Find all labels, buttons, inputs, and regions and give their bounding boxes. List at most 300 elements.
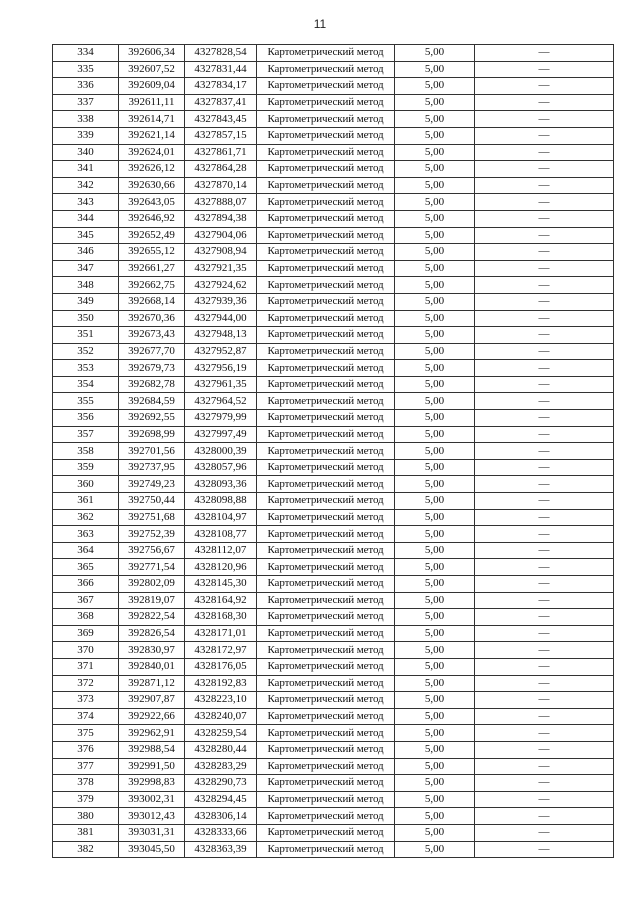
accuracy-cell: 5,00 — [395, 708, 475, 725]
point-number-cell: 359 — [53, 459, 119, 476]
x-coordinate-cell: 392752,39 — [119, 526, 185, 543]
point-number-cell: 366 — [53, 576, 119, 593]
accuracy-cell: 5,00 — [395, 741, 475, 758]
accuracy-cell: 5,00 — [395, 758, 475, 775]
accuracy-cell: 5,00 — [395, 642, 475, 659]
x-coordinate-cell: 392991,50 — [119, 758, 185, 775]
note-cell: — — [475, 376, 614, 393]
note-cell: — — [475, 426, 614, 443]
x-coordinate-cell: 392737,95 — [119, 459, 185, 476]
method-cell: Картометрический метод — [257, 144, 395, 161]
point-number-cell: 353 — [53, 360, 119, 377]
accuracy-cell: 5,00 — [395, 526, 475, 543]
accuracy-cell: 5,00 — [395, 277, 475, 294]
y-coordinate-cell: 4327956,19 — [185, 360, 257, 377]
note-cell: — — [475, 841, 614, 858]
table-row — [53, 293, 614, 310]
accuracy-cell: 5,00 — [395, 127, 475, 144]
x-coordinate-cell: 392630,66 — [119, 177, 185, 194]
point-number-cell: 347 — [53, 260, 119, 277]
method-cell: Картометрический метод — [257, 277, 395, 294]
y-coordinate-cell: 4327997,49 — [185, 426, 257, 443]
note-cell: — — [475, 360, 614, 377]
y-coordinate-cell: 4327964,52 — [185, 393, 257, 410]
y-coordinate-cell: 4328306,14 — [185, 808, 257, 825]
accuracy-cell: 5,00 — [395, 675, 475, 692]
method-cell: Картометрический метод — [257, 293, 395, 310]
accuracy-cell: 5,00 — [395, 692, 475, 709]
point-number-cell: 361 — [53, 493, 119, 510]
note-cell: — — [475, 277, 614, 294]
x-coordinate-cell: 392871,12 — [119, 675, 185, 692]
accuracy-cell: 5,00 — [395, 45, 475, 62]
x-coordinate-cell: 392626,12 — [119, 161, 185, 178]
method-cell: Картометрический метод — [257, 526, 395, 543]
point-number-cell: 357 — [53, 426, 119, 443]
point-number-cell: 381 — [53, 824, 119, 841]
note-cell: — — [475, 791, 614, 808]
x-coordinate-cell: 392655,12 — [119, 244, 185, 261]
note-cell: — — [475, 177, 614, 194]
y-coordinate-cell: 4328240,07 — [185, 708, 257, 725]
table-row — [53, 260, 614, 277]
method-cell: Картометрический метод — [257, 509, 395, 526]
method-cell: Картометрический метод — [257, 443, 395, 460]
table-body — [53, 45, 614, 858]
table-row — [53, 791, 614, 808]
x-coordinate-cell: 392749,23 — [119, 476, 185, 493]
accuracy-cell: 5,00 — [395, 459, 475, 476]
table-row — [53, 111, 614, 128]
point-number-cell: 360 — [53, 476, 119, 493]
point-number-cell: 378 — [53, 775, 119, 792]
note-cell: — — [475, 576, 614, 593]
point-number-cell: 367 — [53, 592, 119, 609]
y-coordinate-cell: 4328093,36 — [185, 476, 257, 493]
x-coordinate-cell: 392998,83 — [119, 775, 185, 792]
accuracy-cell: 5,00 — [395, 808, 475, 825]
note-cell: — — [475, 327, 614, 344]
method-cell: Картометрический метод — [257, 841, 395, 858]
table-row — [53, 808, 614, 825]
table-row — [53, 393, 614, 410]
note-cell: — — [475, 609, 614, 626]
method-cell: Картометрический метод — [257, 393, 395, 410]
table-row — [53, 493, 614, 510]
y-coordinate-cell: 4327894,38 — [185, 210, 257, 227]
coordinates-table — [52, 44, 614, 858]
point-number-cell: 371 — [53, 658, 119, 675]
method-cell: Картометрический метод — [257, 227, 395, 244]
y-coordinate-cell: 4327843,45 — [185, 111, 257, 128]
method-cell: Картометрический метод — [257, 177, 395, 194]
y-coordinate-cell: 4328290,73 — [185, 775, 257, 792]
accuracy-cell: 5,00 — [395, 61, 475, 78]
note-cell: — — [475, 459, 614, 476]
x-coordinate-cell: 392624,01 — [119, 144, 185, 161]
table-row — [53, 327, 614, 344]
x-coordinate-cell: 392684,59 — [119, 393, 185, 410]
y-coordinate-cell: 4327961,35 — [185, 376, 257, 393]
x-coordinate-cell: 392614,71 — [119, 111, 185, 128]
y-coordinate-cell: 4327888,07 — [185, 194, 257, 211]
method-cell: Картометрический метод — [257, 609, 395, 626]
accuracy-cell: 5,00 — [395, 210, 475, 227]
point-number-cell: 374 — [53, 708, 119, 725]
point-number-cell: 349 — [53, 293, 119, 310]
accuracy-cell: 5,00 — [395, 78, 475, 95]
x-coordinate-cell: 392840,01 — [119, 658, 185, 675]
y-coordinate-cell: 4328171,01 — [185, 625, 257, 642]
point-number-cell: 370 — [53, 642, 119, 659]
table-row — [53, 410, 614, 427]
table-row — [53, 642, 614, 659]
y-coordinate-cell: 4328333,66 — [185, 824, 257, 841]
y-coordinate-cell: 4327861,71 — [185, 144, 257, 161]
method-cell: Картометрический метод — [257, 576, 395, 593]
note-cell: — — [475, 410, 614, 427]
table-row — [53, 426, 614, 443]
y-coordinate-cell: 4328223,10 — [185, 692, 257, 709]
method-cell: Картометрический метод — [257, 45, 395, 62]
method-cell: Картометрический метод — [257, 376, 395, 393]
method-cell: Картометрический метод — [257, 244, 395, 261]
method-cell: Картометрический метод — [257, 559, 395, 576]
y-coordinate-cell: 4327828,54 — [185, 45, 257, 62]
note-cell: — — [475, 127, 614, 144]
y-coordinate-cell: 4328280,44 — [185, 741, 257, 758]
note-cell: — — [475, 393, 614, 410]
accuracy-cell: 5,00 — [395, 841, 475, 858]
page-number: 11 — [313, 17, 327, 31]
x-coordinate-cell: 392611,11 — [119, 94, 185, 111]
method-cell: Картометрический метод — [257, 194, 395, 211]
table-row — [53, 542, 614, 559]
accuracy-cell: 5,00 — [395, 476, 475, 493]
table-row — [53, 725, 614, 742]
point-number-cell: 341 — [53, 161, 119, 178]
table-row — [53, 376, 614, 393]
point-number-cell: 368 — [53, 609, 119, 626]
note-cell: — — [475, 45, 614, 62]
method-cell: Картометрический метод — [257, 824, 395, 841]
method-cell: Картометрический метод — [257, 658, 395, 675]
x-coordinate-cell: 392922,66 — [119, 708, 185, 725]
x-coordinate-cell: 392988,54 — [119, 741, 185, 758]
x-coordinate-cell: 392682,78 — [119, 376, 185, 393]
table-row — [53, 592, 614, 609]
method-cell: Картометрический метод — [257, 808, 395, 825]
y-coordinate-cell: 4327834,17 — [185, 78, 257, 95]
x-coordinate-cell: 392819,07 — [119, 592, 185, 609]
point-number-cell: 373 — [53, 692, 119, 709]
x-coordinate-cell: 392609,04 — [119, 78, 185, 95]
method-cell: Картометрический метод — [257, 791, 395, 808]
note-cell: — — [475, 443, 614, 460]
table-row — [53, 609, 614, 626]
y-coordinate-cell: 4327870,14 — [185, 177, 257, 194]
x-coordinate-cell: 392673,43 — [119, 327, 185, 344]
method-cell: Картометрический метод — [257, 410, 395, 427]
x-coordinate-cell: 392621,14 — [119, 127, 185, 144]
y-coordinate-cell: 4328098,88 — [185, 493, 257, 510]
accuracy-cell: 5,00 — [395, 94, 475, 111]
point-number-cell: 338 — [53, 111, 119, 128]
y-coordinate-cell: 4328112,07 — [185, 542, 257, 559]
method-cell: Картометрический метод — [257, 592, 395, 609]
table-row — [53, 741, 614, 758]
point-number-cell: 344 — [53, 210, 119, 227]
point-number-cell: 372 — [53, 675, 119, 692]
note-cell: — — [475, 708, 614, 725]
method-cell: Картометрический метод — [257, 775, 395, 792]
point-number-cell: 376 — [53, 741, 119, 758]
x-coordinate-cell: 392701,56 — [119, 443, 185, 460]
method-cell: Картометрический метод — [257, 343, 395, 360]
table-row — [53, 775, 614, 792]
x-coordinate-cell: 392907,87 — [119, 692, 185, 709]
y-coordinate-cell: 4327908,94 — [185, 244, 257, 261]
note-cell: — — [475, 559, 614, 576]
x-coordinate-cell: 392662,75 — [119, 277, 185, 294]
accuracy-cell: 5,00 — [395, 410, 475, 427]
table-row — [53, 210, 614, 227]
y-coordinate-cell: 4328000,39 — [185, 443, 257, 460]
note-cell: — — [475, 227, 614, 244]
method-cell: Картометрический метод — [257, 310, 395, 327]
table-row — [53, 692, 614, 709]
note-cell: — — [475, 526, 614, 543]
y-coordinate-cell: 4328172,97 — [185, 642, 257, 659]
point-number-cell: 342 — [53, 177, 119, 194]
accuracy-cell: 5,00 — [395, 493, 475, 510]
y-coordinate-cell: 4327939,36 — [185, 293, 257, 310]
x-coordinate-cell: 392751,68 — [119, 509, 185, 526]
point-number-cell: 369 — [53, 625, 119, 642]
accuracy-cell: 5,00 — [395, 293, 475, 310]
note-cell: — — [475, 111, 614, 128]
point-number-cell: 380 — [53, 808, 119, 825]
note-cell: — — [475, 78, 614, 95]
point-number-cell: 334 — [53, 45, 119, 62]
point-number-cell: 348 — [53, 277, 119, 294]
note-cell: — — [475, 161, 614, 178]
accuracy-cell: 5,00 — [395, 576, 475, 593]
x-coordinate-cell: 392750,44 — [119, 493, 185, 510]
y-coordinate-cell: 4328104,97 — [185, 509, 257, 526]
method-cell: Картометрический метод — [257, 476, 395, 493]
y-coordinate-cell: 4328108,77 — [185, 526, 257, 543]
point-number-cell: 336 — [53, 78, 119, 95]
method-cell: Картометрический метод — [257, 61, 395, 78]
y-coordinate-cell: 4328057,96 — [185, 459, 257, 476]
y-coordinate-cell: 4328283,29 — [185, 758, 257, 775]
x-coordinate-cell: 392646,92 — [119, 210, 185, 227]
note-cell: — — [475, 194, 614, 211]
y-coordinate-cell: 4327864,28 — [185, 161, 257, 178]
table-row — [53, 61, 614, 78]
y-coordinate-cell: 4328120,96 — [185, 559, 257, 576]
point-number-cell: 354 — [53, 376, 119, 393]
note-cell: — — [475, 94, 614, 111]
y-coordinate-cell: 4327944,00 — [185, 310, 257, 327]
accuracy-cell: 5,00 — [395, 244, 475, 261]
x-coordinate-cell: 392802,09 — [119, 576, 185, 593]
table-row — [53, 476, 614, 493]
method-cell: Картометрический метод — [257, 625, 395, 642]
x-coordinate-cell: 392670,36 — [119, 310, 185, 327]
accuracy-cell: 5,00 — [395, 824, 475, 841]
point-number-cell: 352 — [53, 343, 119, 360]
method-cell: Картометрический метод — [257, 94, 395, 111]
method-cell: Картометрический метод — [257, 327, 395, 344]
method-cell: Картометрический метод — [257, 78, 395, 95]
method-cell: Картометрический метод — [257, 426, 395, 443]
y-coordinate-cell: 4328294,45 — [185, 791, 257, 808]
note-cell: — — [475, 293, 614, 310]
accuracy-cell: 5,00 — [395, 775, 475, 792]
note-cell: — — [475, 824, 614, 841]
x-coordinate-cell: 392606,34 — [119, 45, 185, 62]
x-coordinate-cell: 392822,54 — [119, 609, 185, 626]
point-number-cell: 337 — [53, 94, 119, 111]
note-cell: — — [475, 625, 614, 642]
note-cell: — — [475, 493, 614, 510]
point-number-cell: 358 — [53, 443, 119, 460]
table-row — [53, 244, 614, 261]
point-number-cell: 364 — [53, 542, 119, 559]
note-cell: — — [475, 725, 614, 742]
point-number-cell: 339 — [53, 127, 119, 144]
y-coordinate-cell: 4327837,41 — [185, 94, 257, 111]
y-coordinate-cell: 4327904,06 — [185, 227, 257, 244]
method-cell: Картометрический метод — [257, 127, 395, 144]
x-coordinate-cell: 392679,73 — [119, 360, 185, 377]
y-coordinate-cell: 4328164,92 — [185, 592, 257, 609]
note-cell: — — [475, 658, 614, 675]
x-coordinate-cell: 392668,14 — [119, 293, 185, 310]
x-coordinate-cell: 393031,31 — [119, 824, 185, 841]
point-number-cell: 365 — [53, 559, 119, 576]
method-cell: Картометрический метод — [257, 459, 395, 476]
point-number-cell: 355 — [53, 393, 119, 410]
method-cell: Картометрический метод — [257, 675, 395, 692]
accuracy-cell: 5,00 — [395, 791, 475, 808]
y-coordinate-cell: 4327924,62 — [185, 277, 257, 294]
accuracy-cell: 5,00 — [395, 161, 475, 178]
point-number-cell: 379 — [53, 791, 119, 808]
point-number-cell: 340 — [53, 144, 119, 161]
table-row — [53, 161, 614, 178]
method-cell: Картометрический метод — [257, 708, 395, 725]
y-coordinate-cell: 4328259,54 — [185, 725, 257, 742]
point-number-cell: 345 — [53, 227, 119, 244]
x-coordinate-cell: 393045,50 — [119, 841, 185, 858]
x-coordinate-cell: 392756,67 — [119, 542, 185, 559]
accuracy-cell: 5,00 — [395, 542, 475, 559]
x-coordinate-cell: 392692,55 — [119, 410, 185, 427]
accuracy-cell: 5,00 — [395, 393, 475, 410]
point-number-cell: 346 — [53, 244, 119, 261]
y-coordinate-cell: 4328168,30 — [185, 609, 257, 626]
accuracy-cell: 5,00 — [395, 177, 475, 194]
point-number-cell: 351 — [53, 327, 119, 344]
note-cell: — — [475, 675, 614, 692]
accuracy-cell: 5,00 — [395, 227, 475, 244]
y-coordinate-cell: 4327979,99 — [185, 410, 257, 427]
accuracy-cell: 5,00 — [395, 443, 475, 460]
method-cell: Картометрический метод — [257, 642, 395, 659]
note-cell: — — [475, 509, 614, 526]
note-cell: — — [475, 741, 614, 758]
accuracy-cell: 5,00 — [395, 310, 475, 327]
x-coordinate-cell: 392962,91 — [119, 725, 185, 742]
accuracy-cell: 5,00 — [395, 658, 475, 675]
point-number-cell: 335 — [53, 61, 119, 78]
method-cell: Картометрический метод — [257, 741, 395, 758]
x-coordinate-cell: 392771,54 — [119, 559, 185, 576]
y-coordinate-cell: 4328145,30 — [185, 576, 257, 593]
table-row — [53, 360, 614, 377]
note-cell: — — [475, 692, 614, 709]
y-coordinate-cell: 4327857,15 — [185, 127, 257, 144]
accuracy-cell: 5,00 — [395, 592, 475, 609]
accuracy-cell: 5,00 — [395, 327, 475, 344]
table-row — [53, 443, 614, 460]
note-cell: — — [475, 260, 614, 277]
table-row — [53, 459, 614, 476]
method-cell: Картометрический метод — [257, 260, 395, 277]
note-cell: — — [475, 592, 614, 609]
x-coordinate-cell: 392643,05 — [119, 194, 185, 211]
y-coordinate-cell: 4328363,39 — [185, 841, 257, 858]
point-number-cell: 377 — [53, 758, 119, 775]
accuracy-cell: 5,00 — [395, 144, 475, 161]
x-coordinate-cell: 392698,99 — [119, 426, 185, 443]
note-cell: — — [475, 310, 614, 327]
accuracy-cell: 5,00 — [395, 559, 475, 576]
note-cell: — — [475, 61, 614, 78]
point-number-cell: 382 — [53, 841, 119, 858]
note-cell: — — [475, 808, 614, 825]
point-number-cell: 350 — [53, 310, 119, 327]
y-coordinate-cell: 4327948,13 — [185, 327, 257, 344]
table-row — [53, 310, 614, 327]
method-cell: Картометрический метод — [257, 210, 395, 227]
table-row — [53, 177, 614, 194]
accuracy-cell: 5,00 — [395, 725, 475, 742]
table-row — [53, 841, 614, 858]
table-row — [53, 144, 614, 161]
method-cell: Картометрический метод — [257, 493, 395, 510]
x-coordinate-cell: 393012,43 — [119, 808, 185, 825]
table-row — [53, 658, 614, 675]
note-cell: — — [475, 758, 614, 775]
accuracy-cell: 5,00 — [395, 509, 475, 526]
accuracy-cell: 5,00 — [395, 111, 475, 128]
y-coordinate-cell: 4328192,83 — [185, 675, 257, 692]
method-cell: Картометрический метод — [257, 111, 395, 128]
method-cell: Картометрический метод — [257, 692, 395, 709]
table-row — [53, 227, 614, 244]
note-cell: — — [475, 476, 614, 493]
method-cell: Картометрический метод — [257, 542, 395, 559]
accuracy-cell: 5,00 — [395, 360, 475, 377]
table-row — [53, 625, 614, 642]
table-row — [53, 127, 614, 144]
note-cell: — — [475, 244, 614, 261]
note-cell: — — [475, 144, 614, 161]
